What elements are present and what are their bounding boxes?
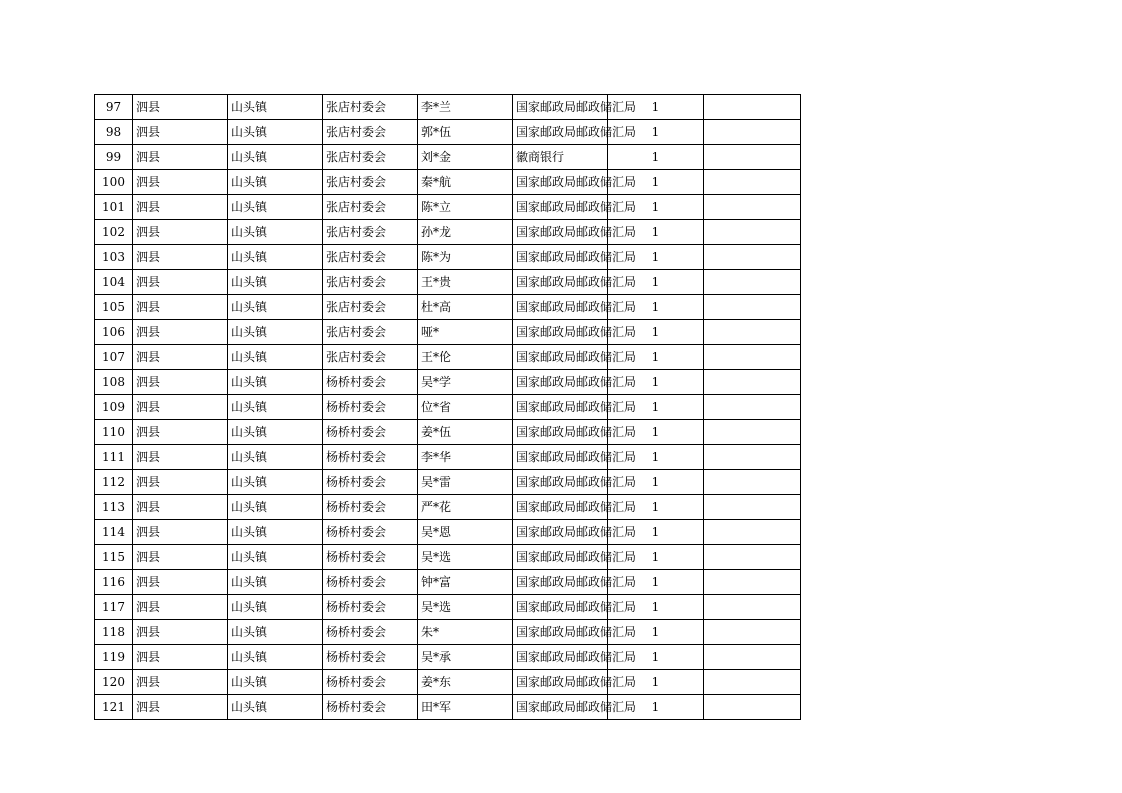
bank-cell: 国家邮政局邮政储汇局 [513, 470, 608, 495]
bank-cell: 徽商银行 [513, 145, 608, 170]
town-cell: 山头镇 [228, 595, 323, 620]
row-number: 116 [95, 570, 133, 595]
note-cell [704, 645, 801, 670]
name-cell: 朱* [418, 620, 513, 645]
county-cell: 泗县 [133, 295, 228, 320]
bank-cell: 国家邮政局邮政储汇局 [513, 345, 608, 370]
row-number: 113 [95, 495, 133, 520]
county-cell: 泗县 [133, 520, 228, 545]
county-cell: 泗县 [133, 370, 228, 395]
county-cell: 泗县 [133, 495, 228, 520]
note-cell [704, 420, 801, 445]
county-cell: 泗县 [133, 595, 228, 620]
row-number: 105 [95, 295, 133, 320]
town-cell: 山头镇 [228, 245, 323, 270]
county-cell: 泗县 [133, 145, 228, 170]
count-cell: 1 [608, 445, 704, 470]
bank-cell: 国家邮政局邮政储汇局 [513, 320, 608, 345]
row-number: 121 [95, 695, 133, 720]
count-cell: 1 [608, 470, 704, 495]
bank-cell: 国家邮政局邮政储汇局 [513, 95, 608, 120]
row-number: 117 [95, 595, 133, 620]
count-cell: 1 [608, 320, 704, 345]
bank-cell: 国家邮政局邮政储汇局 [513, 170, 608, 195]
village-cell: 张店村委会 [323, 145, 418, 170]
count-cell: 1 [608, 570, 704, 595]
note-cell [704, 545, 801, 570]
bank-cell: 国家邮政局邮政储汇局 [513, 295, 608, 320]
town-cell: 山头镇 [228, 145, 323, 170]
table-row [95, 545, 801, 570]
table-row [95, 695, 801, 720]
table-row [95, 195, 801, 220]
row-number: 114 [95, 520, 133, 545]
town-cell: 山头镇 [228, 420, 323, 445]
town-cell: 山头镇 [228, 320, 323, 345]
county-cell: 泗县 [133, 620, 228, 645]
town-cell: 山头镇 [228, 195, 323, 220]
name-cell: 姜*东 [418, 670, 513, 695]
count-cell: 1 [608, 145, 704, 170]
town-cell: 山头镇 [228, 620, 323, 645]
county-cell: 泗县 [133, 645, 228, 670]
table-row [95, 670, 801, 695]
name-cell: 吴*恩 [418, 520, 513, 545]
row-number: 109 [95, 395, 133, 420]
name-cell: 吴*雷 [418, 470, 513, 495]
village-cell: 杨桥村委会 [323, 695, 418, 720]
town-cell: 山头镇 [228, 570, 323, 595]
row-number: 107 [95, 345, 133, 370]
count-cell: 1 [608, 545, 704, 570]
name-cell: 王*伦 [418, 345, 513, 370]
village-cell: 杨桥村委会 [323, 595, 418, 620]
village-cell: 杨桥村委会 [323, 645, 418, 670]
town-cell: 山头镇 [228, 295, 323, 320]
note-cell [704, 295, 801, 320]
row-number: 101 [95, 195, 133, 220]
row-number: 112 [95, 470, 133, 495]
table-row [95, 95, 801, 120]
table-row [95, 445, 801, 470]
town-cell: 山头镇 [228, 545, 323, 570]
village-cell: 张店村委会 [323, 320, 418, 345]
table-row [95, 245, 801, 270]
village-cell: 张店村委会 [323, 245, 418, 270]
town-cell: 山头镇 [228, 520, 323, 545]
town-cell: 山头镇 [228, 445, 323, 470]
note-cell [704, 695, 801, 720]
bank-cell: 国家邮政局邮政储汇局 [513, 620, 608, 645]
bank-cell: 国家邮政局邮政储汇局 [513, 270, 608, 295]
note-cell [704, 170, 801, 195]
bank-cell: 国家邮政局邮政储汇局 [513, 670, 608, 695]
note-cell [704, 395, 801, 420]
table-row [95, 145, 801, 170]
town-cell: 山头镇 [228, 645, 323, 670]
row-number: 102 [95, 220, 133, 245]
table-row [95, 220, 801, 245]
village-cell: 张店村委会 [323, 170, 418, 195]
town-cell: 山头镇 [228, 270, 323, 295]
name-cell: 陈*为 [418, 245, 513, 270]
count-cell: 1 [608, 95, 704, 120]
name-cell: 吴*承 [418, 645, 513, 670]
count-cell: 1 [608, 595, 704, 620]
note-cell [704, 445, 801, 470]
bank-cell: 国家邮政局邮政储汇局 [513, 370, 608, 395]
name-cell: 孙*龙 [418, 220, 513, 245]
note-cell [704, 320, 801, 345]
note-cell [704, 195, 801, 220]
county-cell: 泗县 [133, 345, 228, 370]
row-number: 98 [95, 120, 133, 145]
table-row [95, 620, 801, 645]
village-cell: 杨桥村委会 [323, 520, 418, 545]
row-number: 120 [95, 670, 133, 695]
row-number: 97 [95, 95, 133, 120]
bank-cell: 国家邮政局邮政储汇局 [513, 445, 608, 470]
bank-cell: 国家邮政局邮政储汇局 [513, 570, 608, 595]
town-cell: 山头镇 [228, 220, 323, 245]
note-cell [704, 570, 801, 595]
table-row [95, 270, 801, 295]
village-cell: 杨桥村委会 [323, 545, 418, 570]
name-cell: 王*贵 [418, 270, 513, 295]
county-cell: 泗县 [133, 670, 228, 695]
village-cell: 张店村委会 [323, 345, 418, 370]
village-cell: 张店村委会 [323, 220, 418, 245]
count-cell: 1 [608, 695, 704, 720]
count-cell: 1 [608, 220, 704, 245]
bank-cell: 国家邮政局邮政储汇局 [513, 245, 608, 270]
name-cell: 杜*高 [418, 295, 513, 320]
note-cell [704, 120, 801, 145]
count-cell: 1 [608, 645, 704, 670]
bank-cell: 国家邮政局邮政储汇局 [513, 495, 608, 520]
table-row [95, 120, 801, 145]
name-cell: 陈*立 [418, 195, 513, 220]
note-cell [704, 95, 801, 120]
count-cell: 1 [608, 620, 704, 645]
county-cell: 泗县 [133, 270, 228, 295]
row-number: 115 [95, 545, 133, 570]
bank-cell: 国家邮政局邮政储汇局 [513, 520, 608, 545]
town-cell: 山头镇 [228, 495, 323, 520]
table-row [95, 320, 801, 345]
table-row [95, 495, 801, 520]
town-cell: 山头镇 [228, 95, 323, 120]
row-number: 100 [95, 170, 133, 195]
bank-cell: 国家邮政局邮政储汇局 [513, 645, 608, 670]
county-cell: 泗县 [133, 395, 228, 420]
county-cell: 泗县 [133, 195, 228, 220]
bank-cell: 国家邮政局邮政储汇局 [513, 120, 608, 145]
name-cell: 姜*伍 [418, 420, 513, 445]
table-row [95, 470, 801, 495]
town-cell: 山头镇 [228, 470, 323, 495]
village-cell: 张店村委会 [323, 95, 418, 120]
name-cell: 李*兰 [418, 95, 513, 120]
count-cell: 1 [608, 520, 704, 545]
table-row [95, 345, 801, 370]
note-cell [704, 270, 801, 295]
note-cell [704, 620, 801, 645]
row-number: 118 [95, 620, 133, 645]
village-cell: 张店村委会 [323, 195, 418, 220]
count-cell: 1 [608, 345, 704, 370]
county-cell: 泗县 [133, 695, 228, 720]
town-cell: 山头镇 [228, 345, 323, 370]
county-cell: 泗县 [133, 445, 228, 470]
village-cell: 杨桥村委会 [323, 470, 418, 495]
count-cell: 1 [608, 170, 704, 195]
data-table [94, 94, 801, 720]
name-cell: 郭*伍 [418, 120, 513, 145]
row-number: 119 [95, 645, 133, 670]
village-cell: 张店村委会 [323, 295, 418, 320]
name-cell: 吴*学 [418, 370, 513, 395]
count-cell: 1 [608, 370, 704, 395]
name-cell: 吴*选 [418, 595, 513, 620]
note-cell [704, 670, 801, 695]
row-number: 110 [95, 420, 133, 445]
bank-cell: 国家邮政局邮政储汇局 [513, 395, 608, 420]
county-cell: 泗县 [133, 470, 228, 495]
table-body [95, 95, 801, 720]
count-cell: 1 [608, 245, 704, 270]
table-row [95, 595, 801, 620]
row-number: 108 [95, 370, 133, 395]
note-cell [704, 220, 801, 245]
town-cell: 山头镇 [228, 120, 323, 145]
row-number: 99 [95, 145, 133, 170]
row-number: 106 [95, 320, 133, 345]
table-row [95, 295, 801, 320]
note-cell [704, 145, 801, 170]
county-cell: 泗县 [133, 245, 228, 270]
bank-cell: 国家邮政局邮政储汇局 [513, 545, 608, 570]
county-cell: 泗县 [133, 420, 228, 445]
name-cell: 田*军 [418, 695, 513, 720]
name-cell: 严*花 [418, 495, 513, 520]
bank-cell: 国家邮政局邮政储汇局 [513, 695, 608, 720]
town-cell: 山头镇 [228, 170, 323, 195]
count-cell: 1 [608, 195, 704, 220]
name-cell: 李*华 [418, 445, 513, 470]
county-cell: 泗县 [133, 545, 228, 570]
bank-cell: 国家邮政局邮政储汇局 [513, 195, 608, 220]
note-cell [704, 345, 801, 370]
count-cell: 1 [608, 270, 704, 295]
village-cell: 杨桥村委会 [323, 570, 418, 595]
village-cell: 杨桥村委会 [323, 670, 418, 695]
name-cell: 刘*金 [418, 145, 513, 170]
county-cell: 泗县 [133, 220, 228, 245]
county-cell: 泗县 [133, 570, 228, 595]
town-cell: 山头镇 [228, 395, 323, 420]
town-cell: 山头镇 [228, 695, 323, 720]
count-cell: 1 [608, 395, 704, 420]
bank-cell: 国家邮政局邮政储汇局 [513, 595, 608, 620]
village-cell: 杨桥村委会 [323, 420, 418, 445]
village-cell: 张店村委会 [323, 270, 418, 295]
count-cell: 1 [608, 295, 704, 320]
count-cell: 1 [608, 420, 704, 445]
village-cell: 杨桥村委会 [323, 445, 418, 470]
count-cell: 1 [608, 120, 704, 145]
name-cell: 吴*选 [418, 545, 513, 570]
bank-cell: 国家邮政局邮政储汇局 [513, 420, 608, 445]
village-cell: 杨桥村委会 [323, 370, 418, 395]
note-cell [704, 370, 801, 395]
table-row [95, 370, 801, 395]
row-number: 103 [95, 245, 133, 270]
note-cell [704, 595, 801, 620]
row-number: 104 [95, 270, 133, 295]
town-cell: 山头镇 [228, 370, 323, 395]
table-row [95, 570, 801, 595]
count-cell: 1 [608, 670, 704, 695]
table-row [95, 520, 801, 545]
note-cell [704, 245, 801, 270]
name-cell: 秦*航 [418, 170, 513, 195]
county-cell: 泗县 [133, 120, 228, 145]
county-cell: 泗县 [133, 170, 228, 195]
note-cell [704, 470, 801, 495]
village-cell: 杨桥村委会 [323, 620, 418, 645]
table-row [95, 395, 801, 420]
village-cell: 杨桥村委会 [323, 495, 418, 520]
table-row [95, 645, 801, 670]
county-cell: 泗县 [133, 95, 228, 120]
table-row [95, 170, 801, 195]
name-cell: 位*省 [418, 395, 513, 420]
bank-cell: 国家邮政局邮政储汇局 [513, 220, 608, 245]
note-cell [704, 520, 801, 545]
town-cell: 山头镇 [228, 670, 323, 695]
name-cell: 钟*富 [418, 570, 513, 595]
village-cell: 杨桥村委会 [323, 395, 418, 420]
village-cell: 张店村委会 [323, 120, 418, 145]
name-cell: 哑* [418, 320, 513, 345]
table-row [95, 420, 801, 445]
row-number: 111 [95, 445, 133, 470]
note-cell [704, 495, 801, 520]
county-cell: 泗县 [133, 320, 228, 345]
count-cell: 1 [608, 495, 704, 520]
